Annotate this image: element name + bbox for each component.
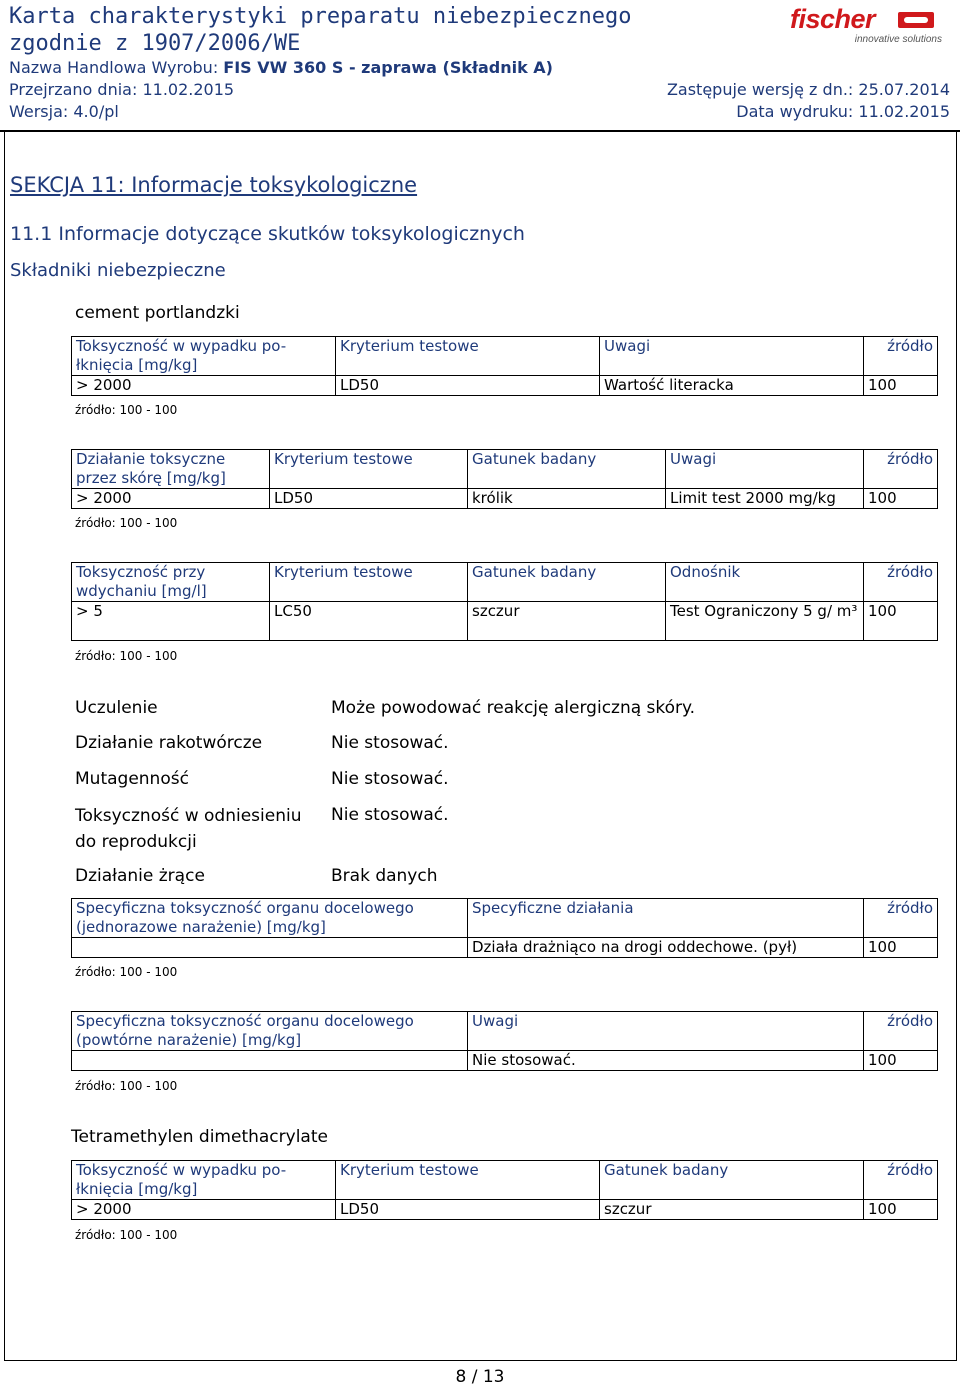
column-header: Specyficzna toksyczność organu docelowego (powtórne narażenie) [mg/kg] xyxy=(72,1012,468,1051)
source-note: źródło: 100 - 100 xyxy=(75,649,178,663)
logo-badge-icon xyxy=(898,12,934,28)
document-title-line1: Karta charakterystyki preparatu niebezpiecznego xyxy=(9,4,632,29)
column-header: Odnośnik xyxy=(666,563,864,602)
table-cell: Wartość literacka xyxy=(600,376,864,396)
section-title: SEKCJA 11: Informacje toksykologiczne xyxy=(10,173,418,197)
column-header: źródło xyxy=(864,899,938,938)
table-cell xyxy=(72,1051,468,1071)
column-header: Specyficzna toksyczność organu docelowego (jednorazowe narażenie) [mg/kg] xyxy=(72,899,468,938)
column-header: źródło xyxy=(864,337,938,376)
column-header: Kryterium testowe xyxy=(270,450,468,489)
column-header: Uwagi xyxy=(468,1012,864,1051)
table-row xyxy=(72,489,938,509)
table-cell: 100 xyxy=(864,489,938,509)
property-label: Mutagenność xyxy=(75,769,189,789)
table-header-row xyxy=(72,337,938,376)
hazardous-components-heading: Składniki niebezpieczne xyxy=(10,260,226,281)
property-value: Może powodować reakcję alergiczną skóry. xyxy=(331,698,696,718)
table-row xyxy=(72,938,938,958)
column-header: Gatunek badany xyxy=(468,563,666,602)
page-number: 8 / 13 xyxy=(455,1367,505,1387)
replaces-version-date: Zastępuje wersję z dn.: 25.07.2014 xyxy=(666,80,950,99)
table-cell: szczur xyxy=(468,602,666,641)
table-cell: Działa drażniąco na drogi oddechowe. (pył) xyxy=(468,938,864,958)
document-title-line2: zgodnie z 1907/2006/WE xyxy=(9,31,301,56)
column-header: Gatunek badany xyxy=(600,1161,864,1200)
table-header-row xyxy=(72,563,938,602)
print-date: Data wydruku: 11.02.2015 xyxy=(736,102,950,121)
stot-single-exposure-table xyxy=(71,898,938,958)
document-header xyxy=(0,0,960,132)
column-header: Działanie toksyczne przez skórę [mg/kg] xyxy=(72,450,270,489)
table-row xyxy=(72,602,938,641)
product-name: FIS VW 360 S - zaprawa (Składnik A) xyxy=(223,58,553,77)
table-cell: LD50 xyxy=(336,1200,600,1220)
table-header-row xyxy=(72,1161,938,1200)
stot-repeated-exposure-table xyxy=(71,1011,938,1071)
table-cell: 100 xyxy=(864,376,938,396)
column-header: Kryterium testowe xyxy=(336,337,600,376)
table-cell: 100 xyxy=(864,1200,938,1220)
source-note: źródło: 100 - 100 xyxy=(75,1079,178,1093)
property-value: Nie stosować. xyxy=(331,733,449,753)
property-value: Brak danych xyxy=(331,866,438,886)
product-name-line xyxy=(9,58,553,78)
table-row xyxy=(72,1051,938,1071)
logo-wordmark: fischer xyxy=(790,4,876,34)
table-cell: 100 xyxy=(864,1051,938,1071)
property-label: Toksyczność w odniesieniu do reprodukcji xyxy=(75,806,302,852)
table-cell: > 2000 xyxy=(72,1200,336,1220)
column-header: Toksyczność w wypadku po-łknięcia [mg/kg] xyxy=(72,1161,336,1200)
source-note: źródło: 100 - 100 xyxy=(75,403,178,417)
column-header: Kryterium testowe xyxy=(336,1161,600,1200)
table-cell: LC50 xyxy=(270,602,468,641)
property-label: Działanie żrące xyxy=(75,866,205,886)
subsection-title: 11.1 Informacje dotyczące skutków toksykologicznych xyxy=(10,223,525,245)
oral-toxicity-table xyxy=(71,336,938,396)
inhalation-toxicity-table xyxy=(71,562,938,641)
table-cell: > 2000 xyxy=(72,489,270,509)
substance-name: cement portlandzki xyxy=(75,303,240,323)
column-header: Toksyczność przy wdychaniu [mg/l] xyxy=(72,563,270,602)
column-header: źródło xyxy=(864,1161,938,1200)
property-label: Uczulenie xyxy=(75,698,158,718)
table-cell: Nie stosować. xyxy=(468,1051,864,1071)
table-row xyxy=(72,1200,938,1220)
table-cell: > 5 xyxy=(72,602,270,641)
table-header-row xyxy=(72,450,938,489)
property-label: Działanie rakotwórcze xyxy=(75,733,263,753)
table-cell: 100 xyxy=(864,602,938,641)
table-header-row xyxy=(72,1012,938,1051)
column-header: Gatunek badany xyxy=(468,450,666,489)
product-label: Nazwa Handlowa Wyrobu: xyxy=(9,58,224,77)
version-number: Wersja: 4.0/pl xyxy=(9,102,119,121)
column-header: źródło xyxy=(864,450,938,489)
column-header: Toksyczność w wypadku po-łknięcia [mg/kg] xyxy=(72,337,336,376)
column-header: Specyficzne działania xyxy=(468,899,864,938)
table-cell: Limit test 2000 mg/kg xyxy=(666,489,864,509)
table-cell xyxy=(72,938,468,958)
oral-toxicity-table-substance2 xyxy=(71,1160,938,1220)
fischer-logo xyxy=(790,4,942,46)
table-row xyxy=(72,376,938,396)
column-header: Uwagi xyxy=(600,337,864,376)
table-cell: > 2000 xyxy=(72,376,336,396)
revision-date: Przejrzano dnia: 11.02.2015 xyxy=(9,80,235,99)
table-cell: Test Ograniczony 5 g/ m³ xyxy=(666,602,864,641)
source-note: źródło: 100 - 100 xyxy=(75,1228,178,1242)
table-cell: 100 xyxy=(864,938,938,958)
table-cell: królik xyxy=(468,489,666,509)
source-note: źródło: 100 - 100 xyxy=(75,516,178,530)
column-header: Uwagi xyxy=(666,450,864,489)
table-cell: LD50 xyxy=(336,376,600,396)
column-header: źródło xyxy=(864,563,938,602)
property-value: Nie stosować. xyxy=(331,769,449,789)
source-note: źródło: 100 - 100 xyxy=(75,965,178,979)
dermal-toxicity-table xyxy=(71,449,938,509)
column-header: źródło xyxy=(864,1012,938,1051)
column-header: Kryterium testowe xyxy=(270,563,468,602)
property-value: Nie stosować. xyxy=(331,805,449,825)
table-cell: LD50 xyxy=(270,489,468,509)
logo-tagline: innovative solutions xyxy=(854,34,942,45)
substance-name: Tetramethylen dimethacrylate xyxy=(71,1127,328,1147)
table-cell: szczur xyxy=(600,1200,864,1220)
table-header-row xyxy=(72,899,938,938)
